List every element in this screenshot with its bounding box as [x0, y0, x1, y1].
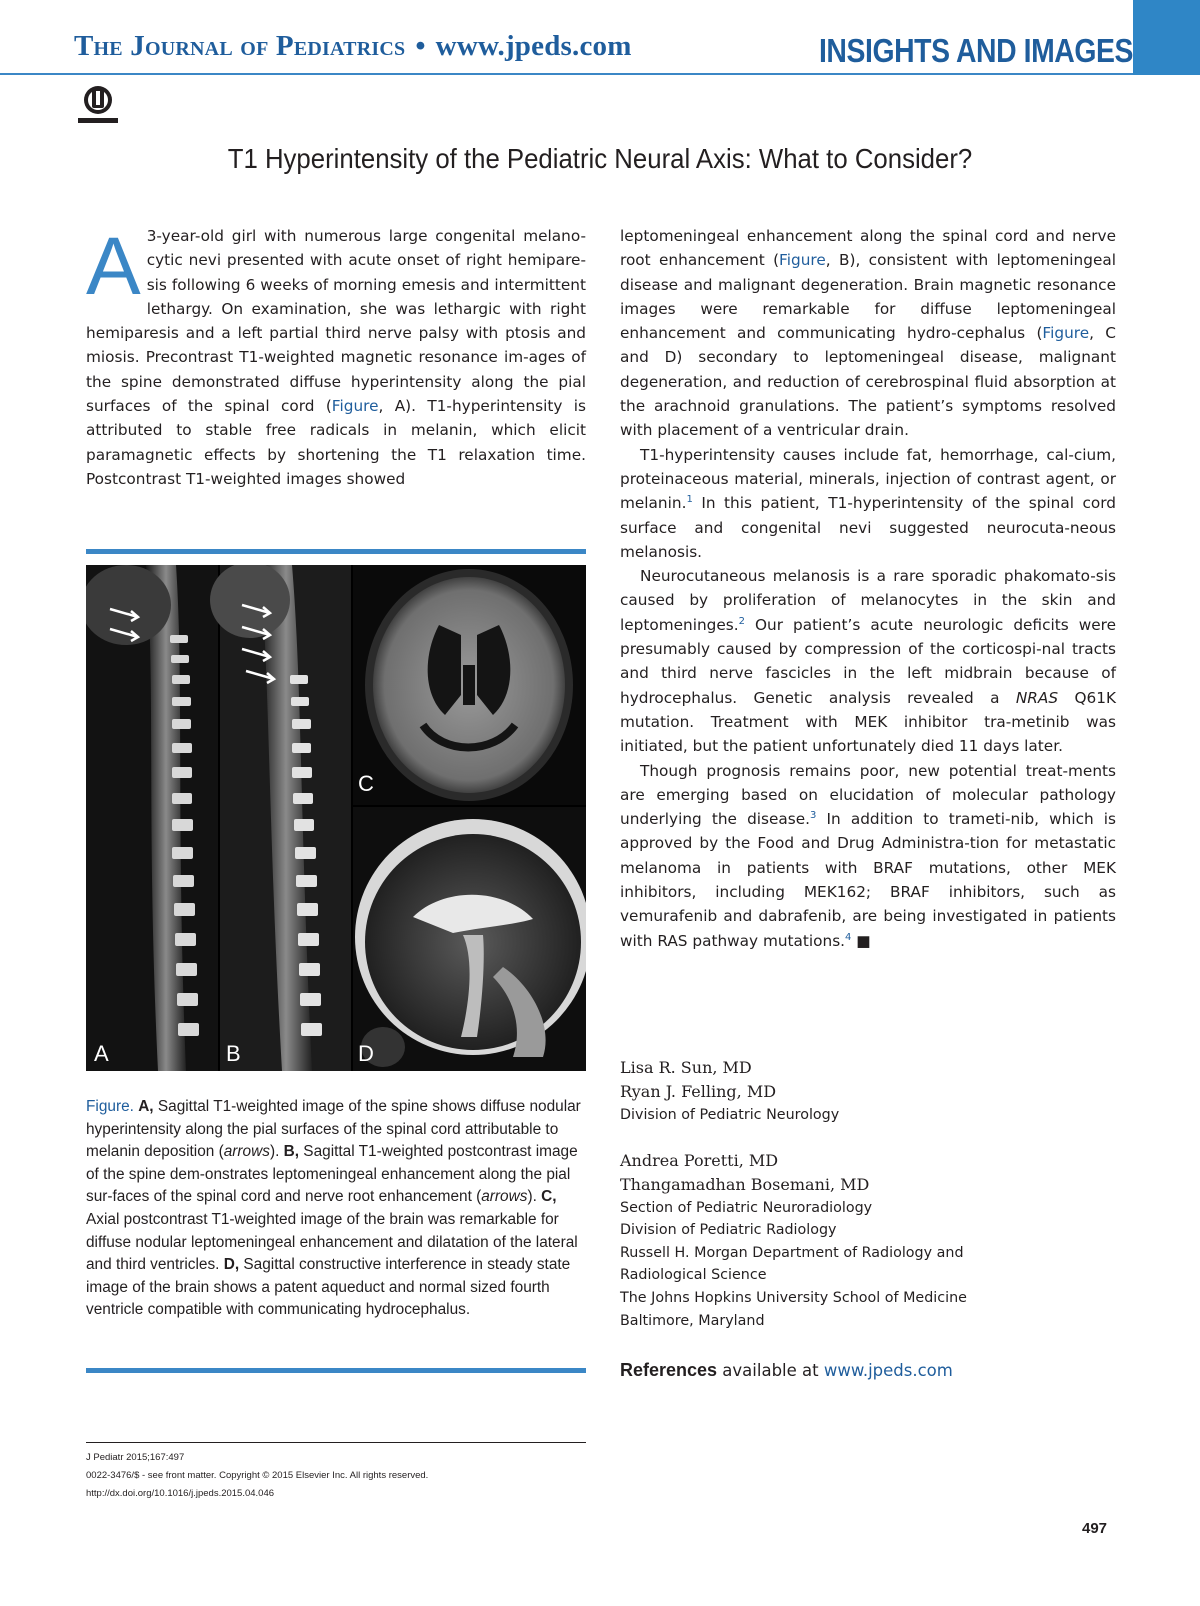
- paragraph-text: In this patient, T1-hyperintensity of the spinal cord surface and congenital nevi suggested neurocuta-neous melanosis.: [620, 494, 1116, 561]
- figure-mri-panels: [86, 565, 586, 1071]
- panel-a-image: [86, 565, 218, 1071]
- paragraph-text: Our patient’s acute neurologic deficits were presumably caused by compression of the corticospi-nal tracts and third nerve fascicles in the left midbrain because of hydrocephalus. Genetic analysis revealed a: [620, 615, 1116, 707]
- caption-d-label: D,: [223, 1256, 240, 1274]
- reference-link[interactable]: 2: [738, 615, 746, 627]
- author-block: [620, 1056, 1116, 1332]
- caption-c-label: C,: [541, 1188, 557, 1206]
- drop-cap: A: [86, 221, 141, 312]
- paragraph-text: , B), consistent with leptomeningeal disease and malignant degeneration. Brain magnetic resonance images were remarkable for diffuse leptomeningeal enhancement and communicating hydro-cephalus (: [620, 251, 1116, 343]
- caption-d-text: Sagittal constructive interference in steady state image of the brain shows a patent aqueduct and normal sized fourth ventricle compatible with communicating hydrocephalus.: [86, 1256, 571, 1319]
- caption-b-text: Sagittal T1-weighted postcontrast image of the spine dem-onstrates leptomeningeal enhancement along the pial sur-faces of the spinal cord and nerve root enhancement (: [86, 1143, 578, 1206]
- journal-url-link[interactable]: www.jpeds.com: [435, 30, 632, 62]
- paragraph: [620, 443, 1116, 564]
- panel-b-image: [210, 565, 351, 1071]
- author-affiliation: Division of Pediatric Neurology: [620, 1107, 840, 1123]
- paragraph: [620, 224, 1116, 443]
- panel-c-image: [353, 565, 586, 805]
- section-title: INSIGHTS AND IMAGES: [818, 32, 1133, 69]
- caption-b-end: ).: [527, 1188, 537, 1206]
- figure-rule-bottom: [86, 1368, 586, 1373]
- figure-link[interactable]: Figure: [779, 251, 826, 270]
- header-separator: •: [415, 30, 426, 62]
- reference-link[interactable]: 3: [810, 810, 817, 822]
- caption-a-label: A,: [138, 1098, 154, 1115]
- paragraph-text: Though prognosis remains poor, new potential treat-ments are emerging based on elucidation of molecular pathology underlying the disease.: [620, 761, 1116, 829]
- journal-title: The Journal of Pediatrics: [74, 30, 406, 62]
- footer-copyright: 0022-3476/$ - see front matter. Copyright © 2015 Elsevier Inc. All rights reserved.: [86, 1470, 429, 1481]
- page-number: 497: [1082, 1520, 1108, 1537]
- caption-b-label: B,: [283, 1143, 300, 1161]
- panel-d-image: [353, 807, 586, 1071]
- paragraph: [620, 564, 1116, 758]
- author-affiliation: Baltimore, Maryland: [620, 1312, 765, 1329]
- gene-name: NRAS: [1015, 688, 1059, 707]
- figure-link[interactable]: Figure: [331, 397, 379, 416]
- header-rule: [0, 73, 1133, 75]
- panel-label-a: A: [94, 1041, 109, 1066]
- footer-doi-link[interactable]: http://dx.doi.org/10.1016/j.jpeds.2015.04.046: [86, 1488, 275, 1499]
- panel-label-b: B: [226, 1041, 241, 1066]
- paragraph-text: 3-year-old girl with numerous large congenital melano-cytic nevi presented with acute onset of right hemipare-sis following 6 weeks of morning emesis and intermittent lethargy. On examination, she was lethargic with right hemiparesis and a left partial third nerve palsy with ptosis and miosis. Precontrast T1-weighted magnetic resonance im-ages of the spine demonstrated diffuse hyperintensity along the pial surfaces of the spinal cord (: [86, 227, 586, 416]
- author-name: Thangamadhan Bosemani, MD: [620, 1174, 870, 1194]
- panel-label-d: D: [358, 1041, 374, 1066]
- crossmark-icon[interactable]: [74, 84, 122, 126]
- left-column: [86, 221, 586, 491]
- author-affiliation: The Johns Hopkins University School of Medicine: [620, 1289, 967, 1306]
- references-label: References: [620, 1360, 718, 1380]
- author-affiliation: Section of Pediatric Neuroradiology: [620, 1199, 873, 1216]
- references-link[interactable]: www.jpeds.com: [823, 1361, 953, 1380]
- caption-label: Figure.: [86, 1098, 134, 1115]
- paragraph-text: leptomeningeal enhancement along the spinal cord and nerve root enhancement (: [620, 227, 1116, 270]
- figure-rule-top: [86, 549, 586, 554]
- paragraph-text: , A). T1-hyperintensity is attributed to stable free radicals in melanin, which elicit paramagnetic effects by shortening the T1 relaxation time. Postcontrast T1-weighted images showed: [86, 397, 586, 488]
- author-name: Lisa R. Sun, MD: [620, 1058, 752, 1077]
- author-name: Ryan J. Felling, MD: [620, 1082, 777, 1101]
- author-affiliation: Division of Pediatric Radiology: [620, 1222, 837, 1239]
- footer-rule: [86, 1442, 586, 1443]
- paragraph-text: Q61K mutation. Treatment with MEK inhibitor tra-metinib was initiated, but the patient unfortunately died 11 days later.: [620, 688, 1116, 756]
- paragraph-text: T1-hyperintensity causes include fat, hemorrhage, cal-cium, proteinaceous material, minerals, injection of contrast agent, or melanin.: [620, 445, 1116, 513]
- panel-label-c: C: [358, 771, 374, 796]
- figure-link[interactable]: Figure: [1042, 324, 1090, 343]
- footer-citation: J Pediatr 2015;167:497: [86, 1452, 185, 1463]
- references-text: available at: [717, 1361, 824, 1380]
- paragraph-text: , C and D) secondary to leptomeningeal disease, malignant degeneration, and reduction of cerebrospinal fluid absorption at the arachnoid granulations. The patient’s symptoms resolved with placement of a ventricular drain.: [620, 324, 1116, 440]
- caption-b-italic: arrows: [481, 1188, 528, 1206]
- header-tab: [1133, 0, 1200, 75]
- intro-paragraph: [86, 221, 586, 491]
- article-title: T1 Hyperintensity of the Pediatric Neural Axis: What to Consider?: [227, 143, 973, 174]
- reference-link[interactable]: 1: [686, 494, 693, 506]
- right-column: [620, 224, 1116, 953]
- author-name: Andrea Poretti, MD: [620, 1150, 779, 1170]
- references-note: [620, 1360, 953, 1381]
- paragraph-text: Neurocutaneous melanosis is a rare sporadic phakomato-sis caused by proliferation of melanocytes in the skin and leptomeninges.: [620, 567, 1116, 634]
- caption-c-text: Axial postcontrast T1-weighted image of the brain was remarkable for diffuse nodular leptomeningeal enhancement and dilatation of the lateral and third ventricles.: [86, 1210, 578, 1274]
- reference-link[interactable]: 4: [845, 931, 852, 943]
- author-affiliation: Radiological Science: [620, 1267, 767, 1284]
- figure-caption: [86, 1096, 586, 1322]
- author-affiliation: Russell H. Morgan Department of Radiology and: [620, 1244, 964, 1261]
- caption-a-end: ).: [269, 1143, 280, 1161]
- caption-a-italic: arrows: [223, 1143, 270, 1161]
- caption-a-text: Sagittal T1-weighted image of the spine shows diffuse nodular hyperintensity along the pial surfaces of the spinal cord attributable to melanin deposition (: [86, 1098, 581, 1161]
- end-mark: ■: [851, 931, 871, 950]
- paragraph-text: In addition to trameti-nib, which is approved by the Food and Drug Administra-tion for metastatic melanoma in patients with BRAF mutations, other MEK inhibitors, including MEK162; BRAF inhibitors, such as vemurafenib and dabrafenib, are being investigated in patients with RAS pathway mutations.: [620, 810, 1117, 950]
- paragraph: [620, 759, 1116, 953]
